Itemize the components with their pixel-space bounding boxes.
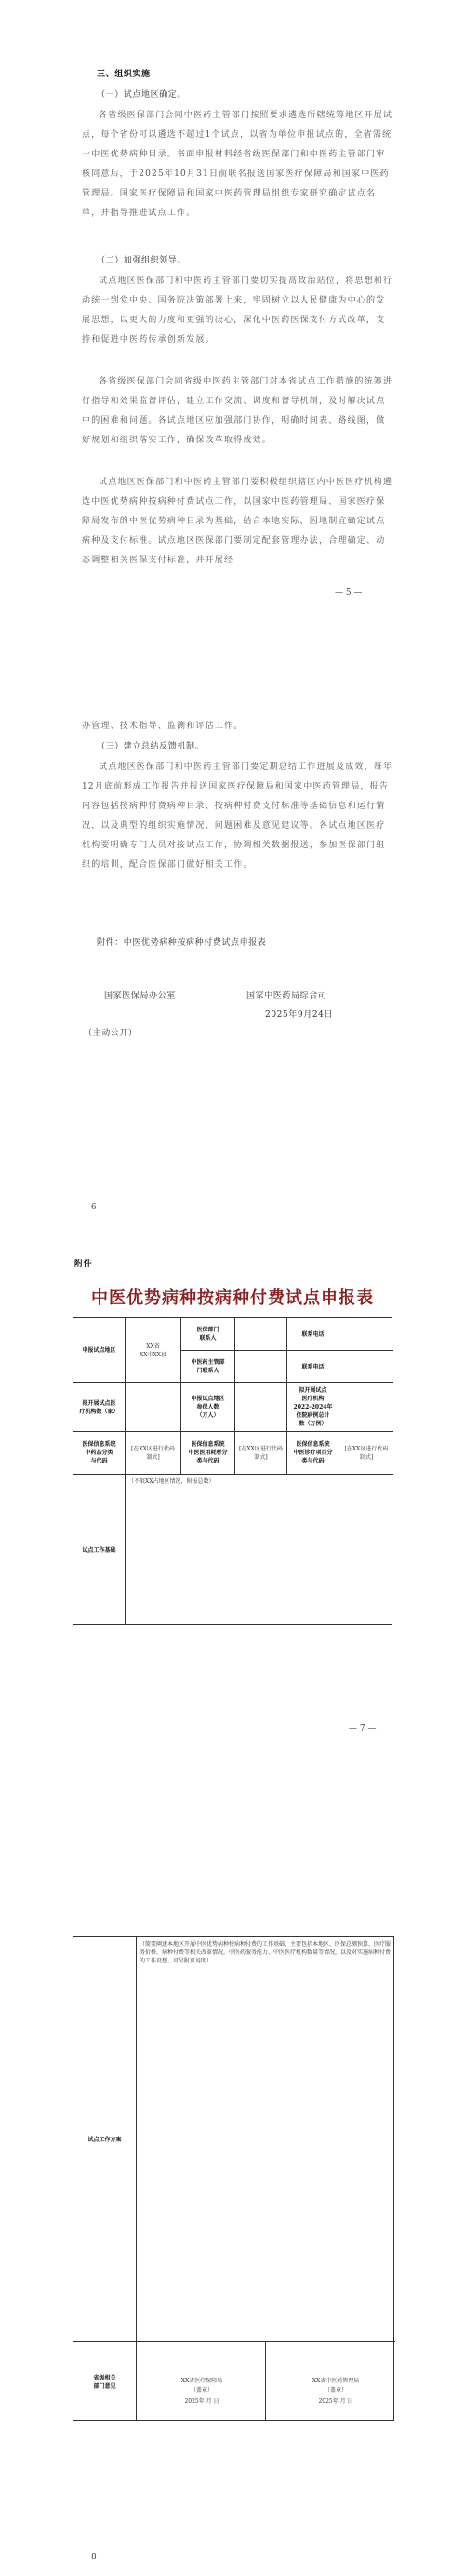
- attachment-note: 附件：中医优势病种按病种付费试点申报表: [97, 938, 267, 948]
- seal-label: XX省医疗保障局 （盖章）: [180, 2378, 223, 2394]
- paragraph: 试点地区医保部门和中医药主管部门要切实提高政治站位，将思想和行动统一到党中央、国务院决策部署上来，牢固树立以人民健康为中心的发展思想，以更大的力度和更强的决心，深化中医药医保支付方式改革，支持和促进中医药传承创新发展。: [82, 276, 393, 344]
- annex-label: 附件: [74, 1260, 93, 1269]
- paragraph: 办管理、技术指导、监测和评估工作。: [82, 722, 244, 731]
- subsection-heading: （二）加强组织领导。: [97, 256, 187, 265]
- page-4: [0, 1927, 465, 2576]
- form-label: 医保信息系统 中医诊疗项目分 类与代码: [287, 1432, 339, 1475]
- form-input[interactable]: [235, 1351, 287, 1383]
- page-number: 8: [91, 2553, 97, 2562]
- subsection-heading: （一）试点地区确定。: [97, 90, 187, 100]
- form-label: 试点工作基础: [73, 1475, 126, 1625]
- form-label: 医保信息系统 中医医用耗材分 类与代码: [181, 1432, 235, 1475]
- paragraph: 试点地区医保部门和中医药主管部门要定期总结工作进展及成效，每年12月底前形成工作报告并报送国家医疗保障局和国家中医药管理局，报告内容包括按病种付费病种目录、按病种付费支付标准等基础信息和运行情况，以及典型的组织实施情况、问题困难及意见建议等。各试点地区医疗机构要明确专门人员对接试点工作，协调相关数据报送，参加医保部门组织的培训，配合医保部门做好相关工作。: [82, 762, 393, 870]
- form-input[interactable]: [126, 1383, 181, 1432]
- form-note: （简要阐述本地区开展中医优势病种按病种付费的工作基础，主要包括本地区、医保总额预算、医疗服务价格、病种付费等相关改革情况，中医药服务能力、中医医疗机构数量等情况，以及对实施病种付费的工作设想，可另附页说明）: [137, 1937, 395, 2342]
- form-label: 联系电话: [287, 1318, 339, 1351]
- form-label: 联系电话: [287, 1351, 339, 1383]
- form-label: 省级相关 部门意见: [73, 2342, 137, 2421]
- subsection-heading: （三）建立总结反馈机制。: [97, 742, 205, 751]
- form-value: [在XX区进行代码 制式]: [235, 1432, 287, 1475]
- form-input[interactable]: [339, 1318, 393, 1351]
- page-3: [0, 1248, 465, 1769]
- form-label: 中医药主管部 门联系人: [181, 1351, 235, 1383]
- form-label: 医保信息系统 中药品分类 与代码: [73, 1432, 126, 1475]
- form-input[interactable]: [235, 1383, 287, 1432]
- seal-date: 2025年 月 日: [184, 2398, 219, 2405]
- form-label: 申报试点地区 参保人数 （万人）: [181, 1383, 235, 1432]
- issue-date: 2025年9月24日: [265, 1010, 334, 1019]
- form-label: 拟开展试点医 疗机构数（家）: [73, 1383, 126, 1432]
- paragraph: 各省级医保部门会同中医药主管部门按照要求遴选所辖统筹地区开展试点，每个省份可以遴选不超过1个试点，以省为单位申报试点的，全省需统一中医优势病种目录。书面申报材料经省级医保部门和中医药主管部门审核同意后，于2025年10月31日前联名报送国家医疗保障局和国家中医药管理局。国家医疗保障局和国家中医药管理局组织专家研究确定试点名单，并指导推进试点工作。: [82, 111, 393, 218]
- application-form-continued: [73, 1936, 394, 2421]
- form-label: 拟开展试点 医疗机构 2022-2024年 住院病例总计 数（万例）: [287, 1383, 339, 1432]
- seal-date: 2025年 月 日: [318, 2398, 353, 2405]
- signature-office: 国家医保局办公室: [104, 991, 176, 1001]
- form-input[interactable]: [339, 1351, 393, 1383]
- form-title: 中医优势病种按病种付费试点申报表: [91, 1288, 374, 1308]
- form-label: 试点工作方案: [73, 1937, 137, 2342]
- page-number: — 6 —: [80, 1203, 108, 1212]
- disclosure-note: （主动公开）: [84, 1029, 138, 1038]
- form-value: [在XX区进行代码 制式]: [339, 1432, 393, 1475]
- paragraph: 各省级医保部门会同省级中医药主管部门对本省试点工作措施的统筹进行指导和效果监督评估，建立工作交流、调度和督导机制，及时解决试点中的困难和问题。各试点地区应加强部门协作，明确时间表、路线图，做好规划和组织落实工作，确保改革取得成效。: [82, 377, 393, 445]
- page-1: [0, 0, 465, 596]
- form-label: 申报试点地区: [73, 1318, 126, 1383]
- signature-office: 国家中医药局综合司: [246, 991, 327, 1001]
- application-form: [73, 1317, 392, 1625]
- form-note: （不限XX占地区情况，附报总数）: [128, 1478, 215, 1485]
- form-value: [在XX区进行代码 制式]: [126, 1432, 181, 1475]
- form-value: XX省 XX市XX县: [126, 1318, 181, 1383]
- page-2: [0, 708, 465, 1229]
- form-input[interactable]: [339, 1383, 393, 1432]
- form-input[interactable]: [235, 1318, 287, 1351]
- page-number: — 5 —: [335, 588, 363, 598]
- form-label: 医保部门 联系人: [181, 1318, 235, 1351]
- page-number: — 7 —: [349, 1724, 377, 1733]
- paragraph: 试点地区医保部门和中医药主管部门要积极组织辖区内中医医疗机构遴选中医优势病种按病种付费试点工作，以国家中医药管理局、国家医疗保障局发布的中医优势病种目录为基础，结合本地实际，因地制宜确定试点病种及支付标准。试点地区医保部门要制定配套管理办法，合理确定、动态调整相关医保支付标准，并开展经: [82, 478, 393, 565]
- seal-label: XX省中医药管理局 （盖章）: [312, 2378, 360, 2394]
- section-heading: 三、组织实施: [97, 70, 151, 79]
